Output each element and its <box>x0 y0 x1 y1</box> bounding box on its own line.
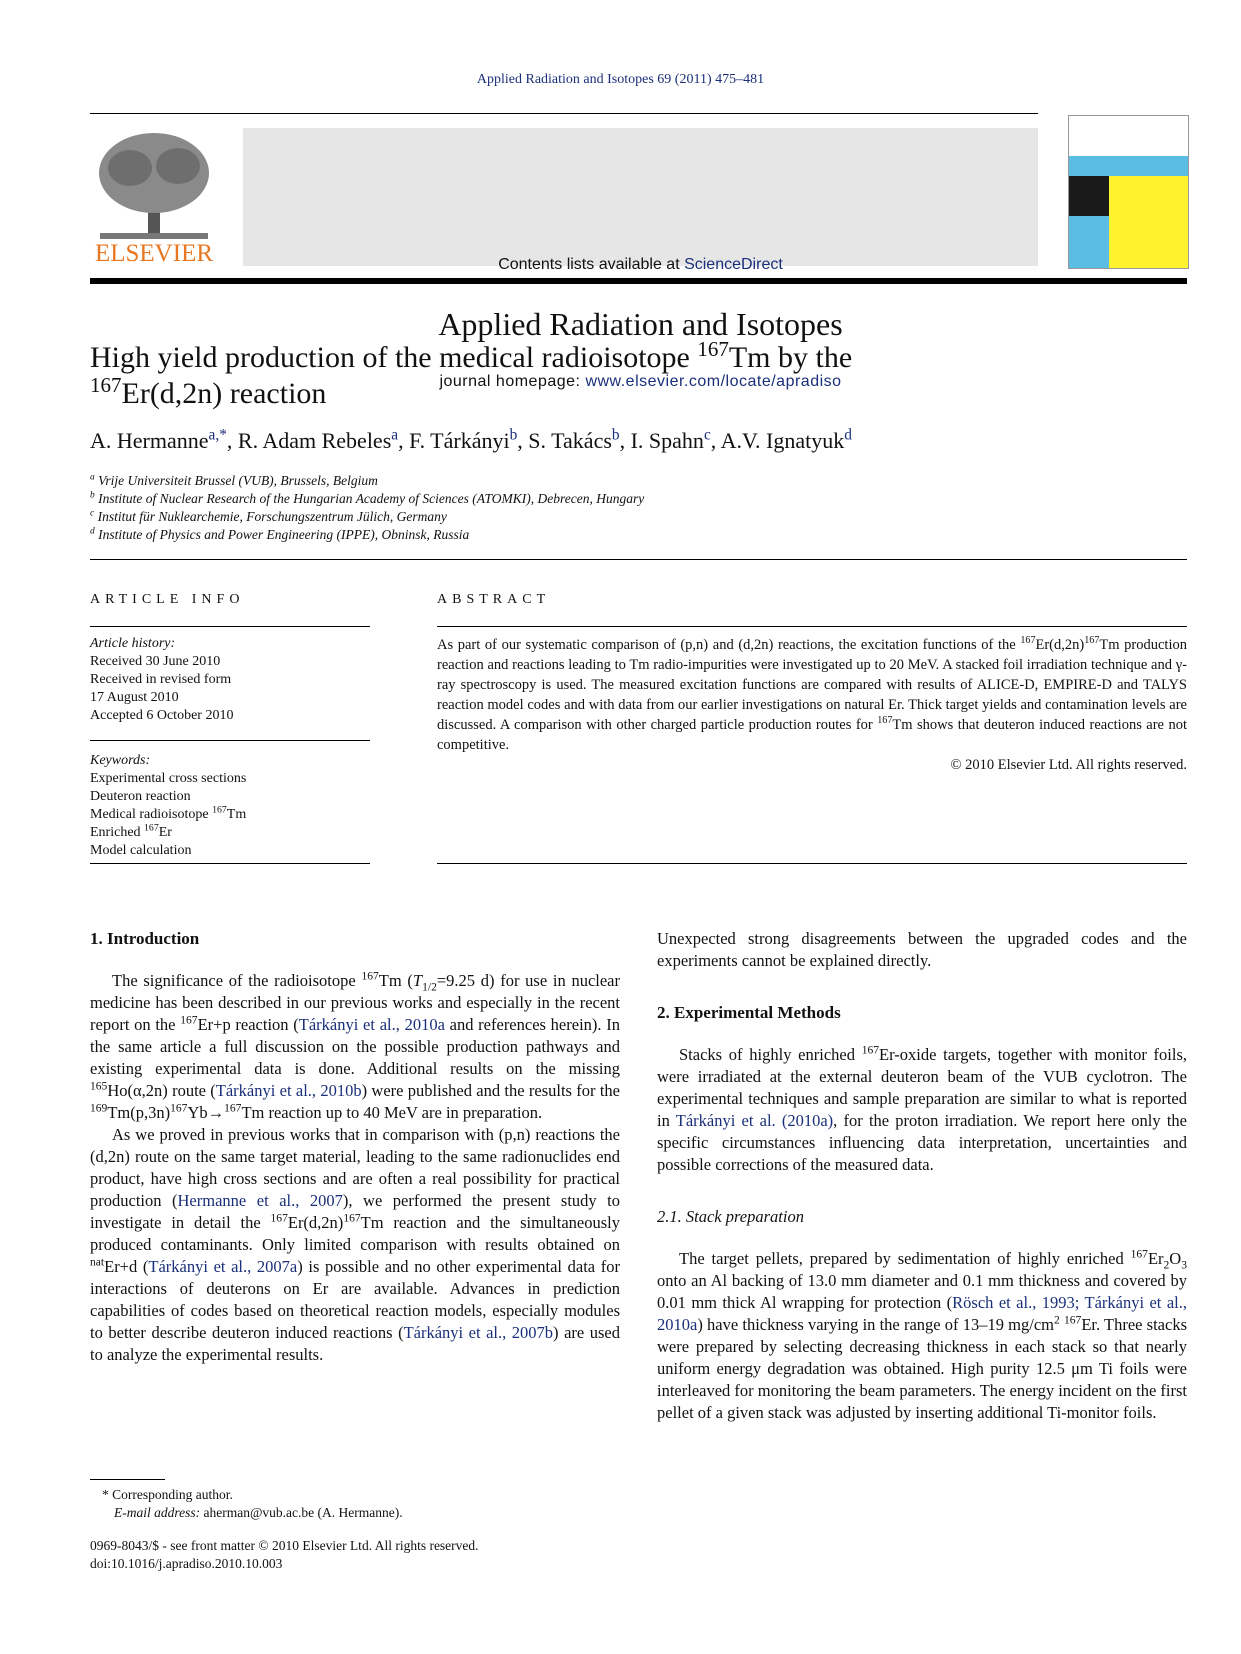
history-label: Article history: <box>90 636 176 651</box>
title-text-2: Tm by the <box>728 341 853 374</box>
author-name[interactable]: A. Hermanne <box>90 428 209 453</box>
footnote <box>102 1486 403 1522</box>
publisher-name: ELSEVIER <box>94 240 214 267</box>
keywords-block <box>90 752 370 860</box>
footnote-rule <box>90 1479 165 1480</box>
author-list: A. Hermanne$^{a,*}$, R. Adam Rebeles$^a$, F. Tárkányi$^b$, S. Takács$^b$, I. Spahn$^c$, A.V. Ignatyuk$^d$ <box>90 426 852 453</box>
author-name[interactable]: S. Takács <box>528 428 612 453</box>
intro-paragraph-1: The significance of the radioisotope $^{167}$Tm ($T_{1/2}=9.25$ d) for use in nuclear medicine has been described in our previous works and especially in the recent report on the $^{167}$Er+p reaction (Tárkányi et al., 2010a and references herein). In the same article a full discussion on the possible production pathways and existing experimental data is done. Additional results on the missing $^{165}$Ho(α,2n) route (Tárkányi et al., 2010b) were published and the results for the $^{169}Tm(p,3n)^{167}Yb\to^{167}Tm$ reaction up to 40 MeV are in preparation. <box>90 970 620 1122</box>
affiliation-text: Institut für Nuklearchemie, Forschungszentrum Jülich, Germany <box>97 509 447 524</box>
title-sup-1: 167 <box>697 337 729 361</box>
info-rule <box>90 626 370 627</box>
history-item: Accepted 6 October 2010 <box>90 708 234 723</box>
methods-heading: 2. Experimental Methods <box>657 1003 841 1022</box>
keyword: Model calculation <box>90 843 192 858</box>
homepage-prefix: journal homepage: <box>439 373 586 390</box>
affiliation-mark: b <box>90 490 95 501</box>
article-info <box>90 635 370 725</box>
stack-paragraph: The target pellets, prepared by sedimentation of highly enriched $^{167}Er_2O_3$ onto an Al backing of 13.0 mm diameter and 0.1 mm thickness and covered by 0.01 mm thick Al wrapping for protection (Rösch et al., 1993; Tárkányi et al., 2010a) have thickness varying in the range of 13–19 $mg/cm^2$ $^{167}$Er. Three stacks were prepared by selecting decreasing thickness in each stack so that nearly uniform energy degradation was obtained. High purity 12.5 μm Ti foils were interleaved for monitoring the beam parameters. The energy incident on the first pellet of a given stack was adjusted by inserting additional Ti-monitor foils. <box>657 1248 1188 1422</box>
email-address[interactable]: aherman@vub.ac.be (A. Hermanne). <box>200 1505 403 1520</box>
cover-yellow-block <box>1109 176 1188 268</box>
affiliation <box>90 472 644 490</box>
header-rule <box>90 113 1038 114</box>
elsevier-logo <box>90 128 218 268</box>
abstract-rule <box>437 626 1187 627</box>
cover-header <box>1069 116 1188 156</box>
history-item: Received in revised form <box>90 672 232 687</box>
abstract-rule <box>437 863 1187 864</box>
author-name[interactable]: A.V. Ignatyuk <box>720 428 845 453</box>
title-sup-2: 167 <box>90 373 122 397</box>
affiliation <box>90 508 644 526</box>
history-item: Received 30 June 2010 <box>90 654 221 669</box>
keyword: Experimental cross sections <box>90 771 247 786</box>
introduction-section <box>90 928 620 1366</box>
author-mark[interactable]: b <box>611 426 620 444</box>
history-item: 17 August 2010 <box>90 690 179 705</box>
author-name[interactable]: F. Tárkányi <box>409 428 510 453</box>
author-name[interactable]: I. Spahn <box>630 428 704 453</box>
citation-link[interactable]: Tárkányi et al., 2007b <box>403 1323 554 1342</box>
affiliation-list <box>90 472 644 544</box>
doi-line[interactable]: doi:10.1016/j.apradiso.2010.10.003 <box>90 1556 283 1571</box>
methods-paragraph: Stacks of highly enriched $^{167}$Er-oxide targets, together with monitor foils, were irradiated at the external deuteron beam of the VUB cyclotron. The experimental techniques and sample preparation are similar to what is reported in Tárkányi et al. (2010a), for the proton irradiation. We report here only the specific circumstances influencing data interpretation, uncertainties and possible corrections of the measured data. <box>657 1044 1187 1174</box>
article-info-heading: ARTICLE INFO <box>90 592 245 607</box>
issn-line: 0969-8043/$ - see front matter © 2010 Elsevier Ltd. All rights reserved. <box>90 1538 479 1553</box>
citation-link[interactable]: Hermanne et al., 2007 <box>177 1191 343 1210</box>
journal-cover <box>1068 115 1189 269</box>
affiliation-mark: a <box>90 472 95 483</box>
affiliation-text: Institute of Physics and Power Engineering (IPPE), Obninsk, Russia <box>98 527 470 542</box>
cover-atom-icon <box>1069 176 1109 216</box>
journal-title: Applied Radiation and Isotopes <box>438 306 843 342</box>
abstract-copyright: © 2010 Elsevier Ltd. All rights reserved. <box>950 757 1187 773</box>
affiliation-text: Institute of Nuclear Research of the Hungarian Academy of Sciences (ATOMKI), Debrecen, Hungary <box>98 491 645 506</box>
affiliation <box>90 490 644 508</box>
citation-link[interactable]: Tárkányi et al., 2010a <box>298 1015 445 1034</box>
affiliation-mark: c <box>90 508 95 519</box>
info-rule <box>90 863 370 864</box>
affiliation-text: Vrije Universiteit Brussel (VUB), Brussels, Belgium <box>98 473 378 488</box>
journal-reference[interactable]: Applied Radiation and Isotopes 69 (2011) 475–481 <box>476 72 765 87</box>
keyword: Medical radioisotope $^{167}$Tm <box>90 804 247 822</box>
citation-link[interactable]: Tárkányi et al., 2007a <box>148 1257 298 1276</box>
header-thick-rule <box>90 278 1187 284</box>
author-mark[interactable]: d <box>844 426 852 444</box>
keyword: Deuteron reaction <box>90 789 191 804</box>
affiliation <box>90 526 644 544</box>
author-mark[interactable]: a,* <box>208 426 227 444</box>
affiliation-mark: d <box>90 526 95 537</box>
corresponding-author: * Corresponding author. <box>102 1487 233 1502</box>
intro-continuation: Unexpected strong disagreements between the upgraded codes and the experiments cannot be explained directly. <box>657 929 1187 970</box>
author-name[interactable]: R. Adam Rebeles <box>237 428 392 453</box>
publication-info <box>90 1537 479 1573</box>
contents-prefix: Contents lists available at <box>498 256 685 273</box>
article-title <box>90 337 1090 412</box>
author-mark[interactable]: c <box>703 426 711 444</box>
abstract-heading: ABSTRACT <box>437 592 551 607</box>
author-mark[interactable]: a <box>391 426 399 444</box>
email-line: E-mail address: aherman@vub.ac.be (A. Hermanne). <box>114 1505 403 1520</box>
title-text-3: Er(d,2n) reaction <box>121 377 327 410</box>
sciencedirect-link[interactable]: ScienceDirect <box>684 256 783 273</box>
keyword: Enriched $^{167}$Er <box>90 822 172 840</box>
introduction-heading: 1. Introduction <box>90 929 200 948</box>
keywords-label: Keywords: <box>90 753 151 768</box>
info-rule <box>90 740 370 741</box>
contents-line <box>243 256 1038 274</box>
title-text-1: High yield production of the medical radioisotope <box>90 341 698 374</box>
citation-link[interactable]: Tárkányi et al. (2010a) <box>675 1111 834 1130</box>
right-column <box>657 928 1187 1424</box>
section-rule <box>90 559 1187 560</box>
stack-preparation-heading: 2.1. Stack preparation <box>657 1207 804 1226</box>
citation-link[interactable]: Rösch et al., 1993; Tárkányi et al., 2010a <box>657 1293 1187 1334</box>
intro-paragraph-2: As we proved in previous works that in comparison with (p,n) reactions the (d,2n) route on the same target material, leading to the same radionuclides end product, have high cross sections and are often a real possibility for practical production (Hermanne et al., 2007), we performed the present study to investigate in detail the $^{167}Er(d,2n)^{167}Tm$ reaction and the simultaneously produced contaminants. Only limited comparison with results obtained on $^{nat}$Er+d (Tárkányi et al., 2007a) is possible and no other experimental data for interactions of deuterons on Er are available. Advances in prediction capabilities of codes based on theoretical reaction models, especially modules to better describe deuteron induced reactions (Tárkányi et al., 2007b) are used to analyze the experimental results. <box>90 1125 621 1364</box>
author-mark[interactable]: b <box>509 426 518 444</box>
homepage-link[interactable]: www.elsevier.com/locate/apradiso <box>585 373 842 390</box>
abstract-text: As part of our systematic comparison of (p,n) and (d,2n) reactions, the excitation functions of the $^{167}Er(d,2n)^{167}Tm$ production reaction and reactions leading to Tm radio-impurities were investigated up to 20 MeV. A stacked foil irradiation technique and γ-ray spectroscopy is used. The measured excitation functions are compared with results of ALICE-D, EMPIRE-D and TALYS reaction model codes and with data from our earlier investigations on natural Er. Thick target yields and contamination levels are discussed. A comparison with other charged particle production routes for $^{167}$Tm shows that deuteron induced reactions are not competitive. © 2010 Elsevier Ltd. All rights reserved. <box>437 635 1187 773</box>
citation-link[interactable]: Tárkányi et al., 2010b <box>215 1081 362 1100</box>
